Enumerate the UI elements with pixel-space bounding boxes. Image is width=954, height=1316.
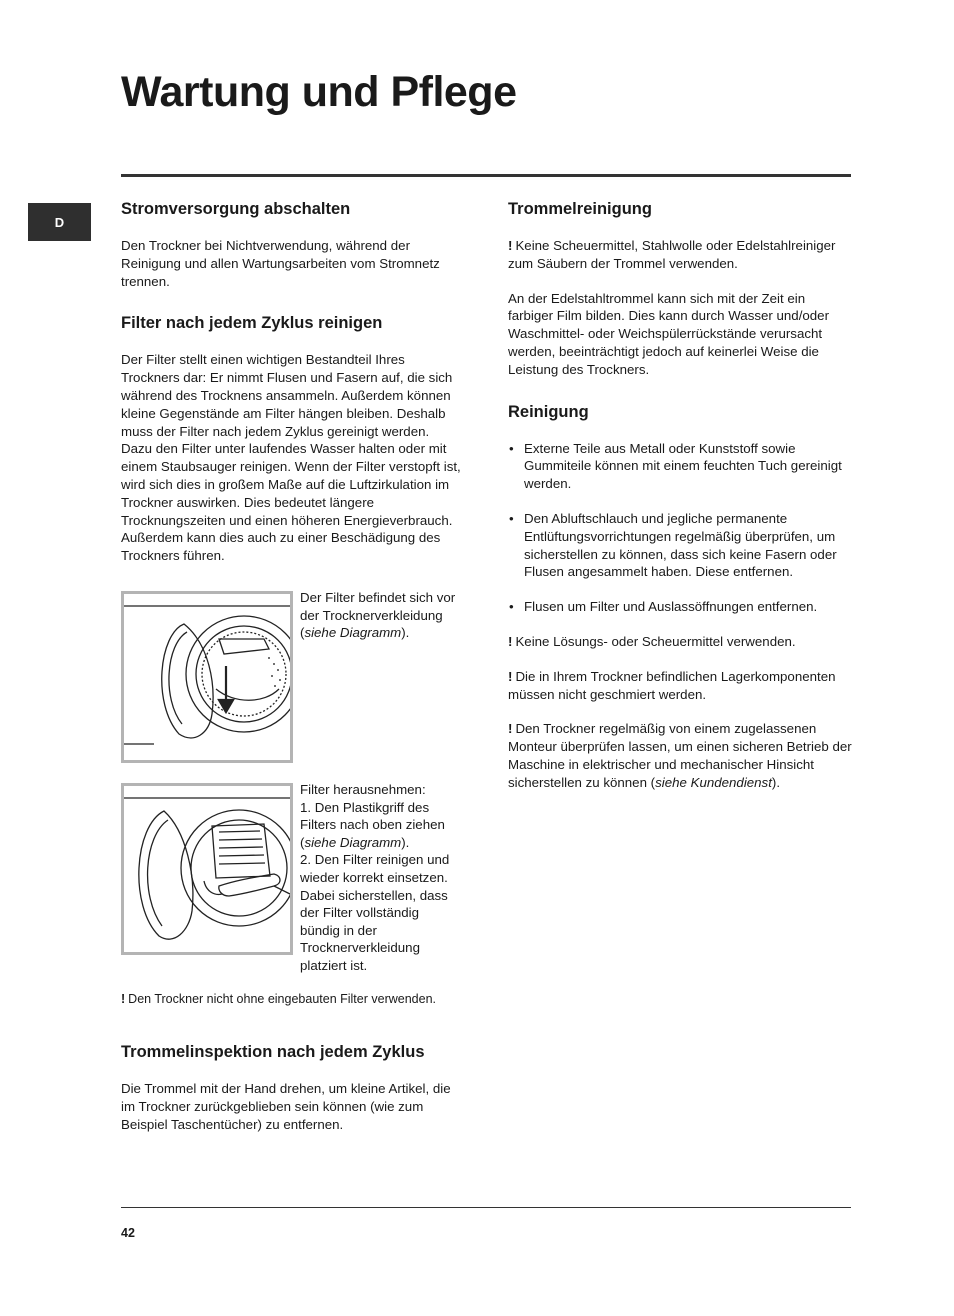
caption-2-line1: Filter herausnehmen: xyxy=(300,781,426,797)
filter-location-diagram xyxy=(121,591,293,763)
list-item: • Den Abluftschlauch und jegliche permanente Entlüftungsvorrichtungen regelmäßig überprüfen, um sicherstellen zu können, dass sich keine Fasern oder Flusen angesammelt haben. Diese entfernen. xyxy=(508,510,853,581)
heading-drum-cleaning: Trommelreinigung xyxy=(508,200,652,218)
left-column xyxy=(121,200,463,1134)
filter-removal-diagram xyxy=(121,783,293,955)
figure-row-2 xyxy=(121,783,463,975)
heading-drum-inspection: Trommelinspektion nach jedem Zyklus xyxy=(121,1043,425,1062)
language-tab: D xyxy=(28,203,91,241)
page-number: 42 xyxy=(121,1226,135,1240)
warning-drum-cleaning xyxy=(508,237,853,273)
warning-bearings xyxy=(508,668,853,704)
caption-2-ref: siehe Diagramm xyxy=(304,834,402,850)
caption-1-text: Der Filter befindet sich vor der Trocknerverkleidung xyxy=(300,589,456,623)
list-item: • Flusen um Filter und Auslassöffnungen entfernen. xyxy=(508,598,853,616)
cleaning-list xyxy=(508,440,853,616)
list-item: • Externe Teile aus Metall oder Kunststoff sowie Gummiteile können mit einem feuchten Tuch gereinigt werden. xyxy=(508,440,853,493)
warning-icon: ! xyxy=(508,633,513,649)
warning-solvents xyxy=(508,633,853,651)
heading-power-off: Stromversorgung abschalten xyxy=(121,200,351,218)
figure-caption-1: Der Filter befindet sich vor der Trocknerverkleidung (siehe Diagramm). xyxy=(300,589,456,641)
page-title: Wartung und Pflege xyxy=(121,68,517,116)
dryer-door-drawing-2 xyxy=(124,786,290,952)
right-column xyxy=(508,200,853,792)
warning-filter-text: Den Trockner nicht ohne eingebauten Filter verwenden. xyxy=(128,992,436,1007)
text-power-off: Den Trockner bei Nichtverwendung, während der Reinigung und allen Wartungsarbeiten vom Stromnetz trennen. xyxy=(121,238,440,289)
caption-1-ref: siehe Diagramm xyxy=(304,625,402,641)
warning-inspection-ref: siehe Kundendienst xyxy=(655,774,772,790)
top-divider xyxy=(121,174,851,177)
caption-2-step1: 1. Den Plastikgriff des Filters nach oben ziehen xyxy=(300,799,445,833)
figure-row-1 xyxy=(121,591,463,763)
text-drum-inspection: Die Trommel mit der Hand drehen, um kleine Artikel, die im Trockner zurückgeblieben sein können (wie zum Beispiel Taschentücher) zu entfernen. xyxy=(121,1081,451,1132)
warning-inspection: ! Den Trockner regelmäßig von einem zugelassenen Monteur überprüfen lassen, um einen sicheren Betrieb der Maschine in elektrischer und mechanischer Hinsicht sicherstellen zu können (siehe Kundendienst). xyxy=(508,721,852,790)
warning-icon: ! xyxy=(508,668,513,684)
bottom-divider xyxy=(121,1207,851,1208)
warning-filter xyxy=(121,991,463,1009)
text-filter-clean: Der Filter stellt einen wichtigen Bestandteil Ihres Trockners dar: Er nimmt Flusen und Fasern auf, die sich während des Trocknens ansammeln. Außerdem können kleine Gegenstände am Filter hängen bleiben. Deshalb muss der Filter nach jedem Zyklus gereinigt werden. Dazu den Filter unter laufendes Wasser halten oder mit einem Staubsauger reinigen. Wenn der Filter verstopft ist, wird sich dies in großem Maße auf die Luftzirkulation im Trockner auswirken. Dies bedeutet längere Trocknungszeiten und einen höheren Energieverbrauch. Außerdem kann dies auch zu einer Beschädigung des Trockners führen. xyxy=(121,352,461,564)
caption-2-step2: 2. Den Filter reinigen und wieder korrekt einsetzen. Dabei sicherstellen, dass der Filter vollständig bündig in der Trocknerverkleidung platziert ist. xyxy=(300,852,450,973)
heading-filter-clean: Filter nach jedem Zyklus reinigen xyxy=(121,314,383,333)
dryer-door-drawing-1 xyxy=(124,594,290,760)
warning-icon: ! xyxy=(508,721,513,737)
warning-icon: ! xyxy=(121,992,126,1007)
warning-inspection-text: Den Trockner regelmäßig von einem zugelassenen Monteur überprüfen lassen, um einen sicheren Betrieb der Maschine in elektrischer und mechanischer Hinsicht sicherstellen zu können xyxy=(508,721,852,790)
warning-icon: ! xyxy=(508,238,513,253)
warning-drum-text: Keine Scheuermittel, Stahlwolle oder Edelstahlreiniger zum Säubern der Trommel verwenden. xyxy=(508,238,836,271)
warning-bearings-text: Die in Ihrem Trockner befindlichen Lagerkomponenten müssen nicht geschmiert werden. xyxy=(508,668,836,702)
heading-cleaning: Reinigung xyxy=(508,402,589,421)
figure-caption-2: Filter herausnehmen: 1. Den Plastikgriff des Filters nach oben ziehen (siehe Diagramm). 2. Den Filter reinigen und wieder korrekt einsetzen. Dabei sicherstellen, dass der Filter vollständig bündig in der Trocknerverkleidung platziert ist. xyxy=(300,781,450,973)
warning-solvents-text: Keine Lösungs- oder Scheuermittel verwenden. xyxy=(515,633,796,649)
text-drum-cleaning: An der Edelstahltrommel kann sich mit der Zeit ein farbiger Film bilden. Dies kann durch Wasser und/oder Waschmittel- oder Weichspülerrückstände verursacht werden, beeinträchtigt jedoch auf keinerlei Weise die Leistung des Trockners. xyxy=(508,290,829,377)
